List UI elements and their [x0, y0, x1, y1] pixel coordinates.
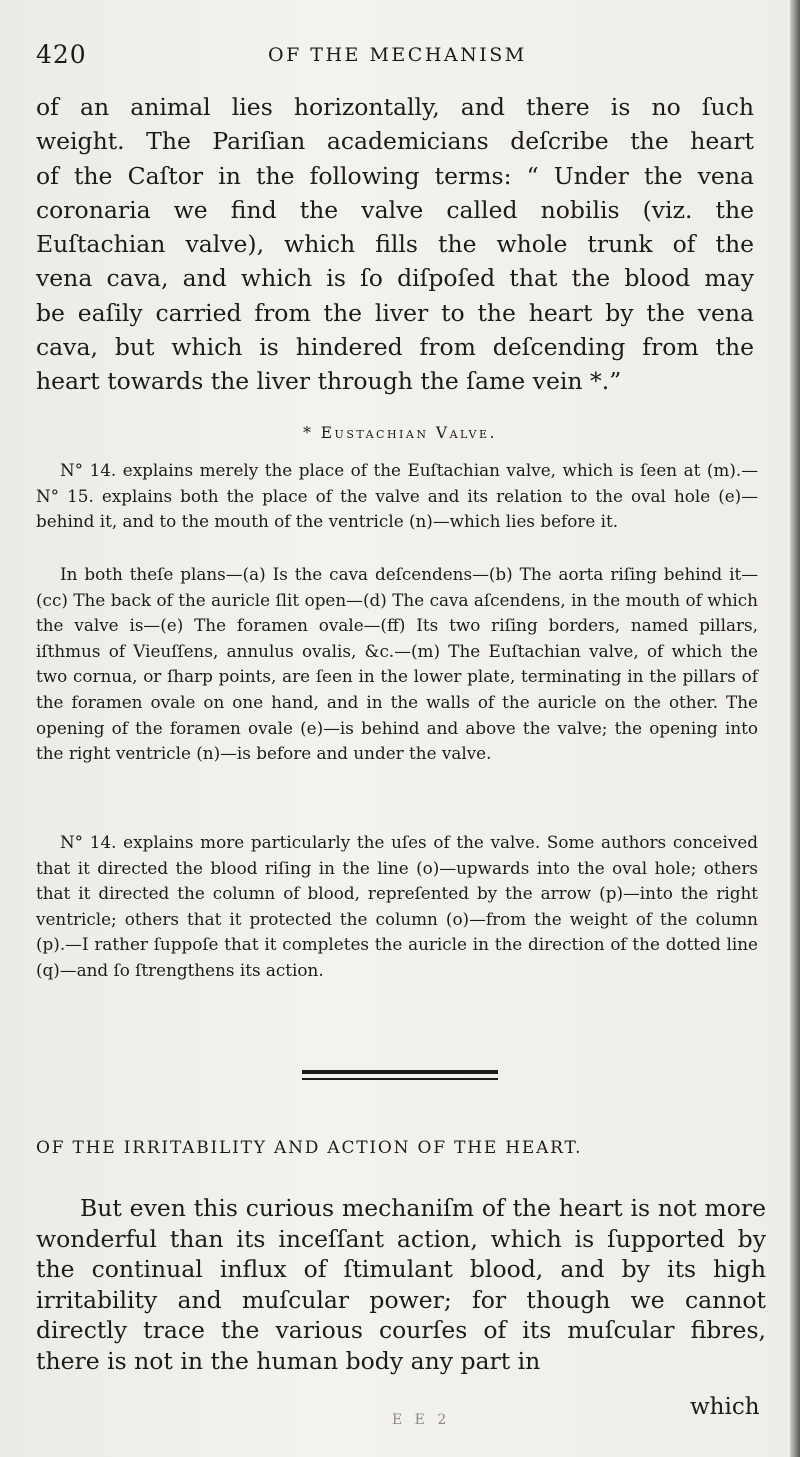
footnote-paragraph: [36, 830, 758, 984]
footnote-heading: * Eustachian Valve.: [303, 424, 497, 442]
divider-thick-rule: [302, 1070, 498, 1074]
divider-thin-rule: [302, 1078, 498, 1080]
footnote-paragraph: [36, 458, 758, 535]
catchword: which: [690, 1394, 760, 1420]
page-header: [36, 40, 766, 74]
text-line: weight. The Pariſian academicians deſcribe the heart: [36, 127, 754, 156]
page-number: 420: [36, 40, 87, 69]
text-line: coronaria we find the valve called nobilis (viz. the: [36, 195, 754, 224]
text-line: cava, but which is hindered from deſcending from the: [36, 333, 754, 362]
footnote-text: N° 14. explains merely the place of the Euſtachian valve, which is ſeen at (m).—N° 15. explains both the place of the valve and its relation to the oval hole (e)—behind it, and to the mouth of the ventricle (n)—which lies before it.: [36, 460, 758, 532]
text-line: be eaſily carried from the liver to the heart by the vena: [36, 298, 754, 327]
footnote-text: N° 14. explains more particularly the uſes of the valve. Some authors conceived that it directed the blood riſing in the line (o)—upwards into the oval hole; others that it directed the column of blood, repreſented by the arrow (p)—into the right ventricle; others that it protected the column (o)—from the weight of the column (p).—I rather ſuppoſe that it completes the auricle in the direction of the dotted line (q)—and ſo ſtrengthens its action.: [36, 832, 758, 980]
text-line: of an animal lies horizontally, and there is no ſuch: [36, 93, 754, 121]
printer-signature: E E 2: [392, 1412, 451, 1428]
main-paragraph: [36, 90, 754, 399]
text-line: Euſtachian valve), which fills the whole trunk of the: [36, 230, 754, 259]
section-heading: OF THE IRRITABILITY AND ACTION OF THE HEART.: [36, 1138, 583, 1158]
text-line: of the Caſtor in the following terms: “ Under the vena: [36, 161, 754, 190]
footnote-paragraph: [36, 562, 758, 767]
footnote-text: In both theſe plans—(a) Is the cava deſcendens—(b) The aorta riſing behind it—(cc) The back of the auricle ſlit open—(d) The cava aſcendens, in the mouth of which the valve is—(e) The foramen ovale—(ff) Its two riſing borders, named pillars, iſthmus of Vieuſſens, annulus ovalis, &c.—(m) The Euſtachian valve, of which the two cornua, or ſharp points, are ſeen in the lower plate, terminating in the pillars of the foramen ovale on one hand, and in the walls of the auricle on the other. The opening of the foramen ovale (e)—is behind and above the valve; the opening into the right ventricle (n)—is before and under the valve.: [36, 564, 758, 764]
section-text: But even this curious mechaniſm of the heart is not more wonderful than its inceſſant action, which is ſupported by the continual influx of ſtimulant blood, and by its high irritability and muſcular power; for though we cannot directly trace the various courſes of its muſcular fibres, there is not in the human body any part in: [36, 1194, 766, 1375]
text-line: heart towards the liver through the ſame vein *.”: [36, 367, 622, 396]
text-line: vena cava, and which is ſo diſpoſed that the blood may: [36, 264, 754, 293]
section-divider: [302, 1070, 498, 1082]
page-edge-shadow: [790, 0, 800, 1457]
running-head: OF THE MECHANISM: [268, 44, 527, 66]
section-paragraph: [36, 1193, 766, 1377]
